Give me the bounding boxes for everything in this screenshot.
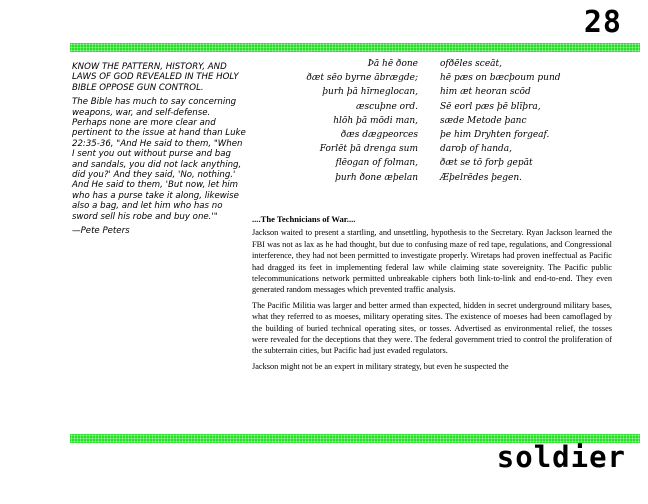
poem-line-right: ðæt se tō forþ gepāt <box>440 158 533 169</box>
poem-line-left: ðæs dægpeorces <box>340 129 418 140</box>
paragraph: Jackson might not be an expert in military strategy, but even he suspected the <box>252 361 509 371</box>
main-text <box>252 214 612 376</box>
poem-line <box>283 71 623 85</box>
footer-label: soldier <box>496 440 626 474</box>
paragraph: Jackson waited to present a startling, and unsettling, hypothesis to the Secretary. Ryan Jackson learned the FBI was not as lax as he had thought, but due to confusing maze of red tape, regulations, and Congressional interference, they had not been permitted to investigate properly. Wiretaps had proven ineffectual as Pacific had dragged its feet in implementing federal law while claiming state sovereignity. The Pacific public telecommunications network permitted unbreakable ciphers both link-to-link and end-to-end. They even generated random messages which prevented traffic analysis. <box>252 228 612 295</box>
poem-line-right: Æþelrēdes þegen. <box>440 172 523 183</box>
poem-line <box>283 100 623 114</box>
poem-line-right: Sē eorl pæs þē blīþra, <box>440 101 541 112</box>
sidebar-attribution: —Pete Peters <box>72 226 130 237</box>
poem-line <box>283 156 623 170</box>
poem-line-right: ofðēles sceāt, <box>440 59 503 69</box>
poem-line-right: þe him Dryhten forgeaf. <box>440 129 550 140</box>
page-number: 28 <box>583 5 622 40</box>
poem-line-right: hē pæs on bæcþoum pund <box>440 73 561 84</box>
poem-line-left: Þā hē ðone <box>367 59 418 69</box>
poem-line <box>283 85 623 99</box>
poem-line-right: sæde Metode þanc <box>440 115 527 126</box>
poem-line <box>283 114 623 128</box>
poem-line <box>283 57 623 71</box>
section-headline: ....The Technicians of War.... <box>252 214 356 224</box>
poem-line-left: Forlēt þā drenga sum <box>319 144 418 155</box>
poem-line <box>283 142 623 156</box>
old-english-poem <box>283 57 623 185</box>
poem-line-left: flēogan of folman, <box>335 158 418 169</box>
poem-line-left: þurh ðone æþelan <box>335 172 418 183</box>
poem-line-left: æscuþne ord. <box>355 101 418 112</box>
poem-line-left: ðæt sēo byrne ābrægde; <box>306 73 418 84</box>
poem-line-left: þurh þā hīrneglocan, <box>322 87 418 98</box>
poem-line <box>283 171 623 185</box>
poem-line-right: daroþ of handa, <box>440 144 513 155</box>
sidebar-quote <box>72 62 247 237</box>
paragraph: The Pacific Militia was larger and better armed than expected, hidden in secret underground military bases, what they referred to as moeses, military operating sites. The existence of moeses had been camoflaged by the building of buried technical operating sites, or tosses. Advertised as environmental relief, the tosses were revealed for the deceptions that they were. The federal government tried to control the proliferation of the subterrain cities, but Pacific had just evaded regulators. <box>252 300 612 356</box>
sidebar-heading: KNOW THE PATTERN, HISTORY, AND LAWS OF GOD REVEALED IN THE HOLY BIBLE OPPOSE GUN CONTROL. <box>72 62 239 93</box>
poem-line <box>283 128 623 142</box>
sidebar-body: The Bible has much to say concerning weapons, war, and self-defense. Perhaps none are more clear and pertinent to the issue at hand than Luke 22:35-36, "And He said to them, "When I sent you out without purse and bag and sandals, you did not lack anything, did you?' And they said, 'No, nothing.' And He said to them, 'But now, let him who has a purse take it along, likewise also a bag, and let him who has no sword sell his robe and buy one.'" <box>72 97 246 222</box>
poem-line-left: hlōh þā mōdi man, <box>333 115 418 126</box>
top-green-band <box>70 43 640 52</box>
poem-line-right: him æt heoran scōd <box>440 87 531 98</box>
